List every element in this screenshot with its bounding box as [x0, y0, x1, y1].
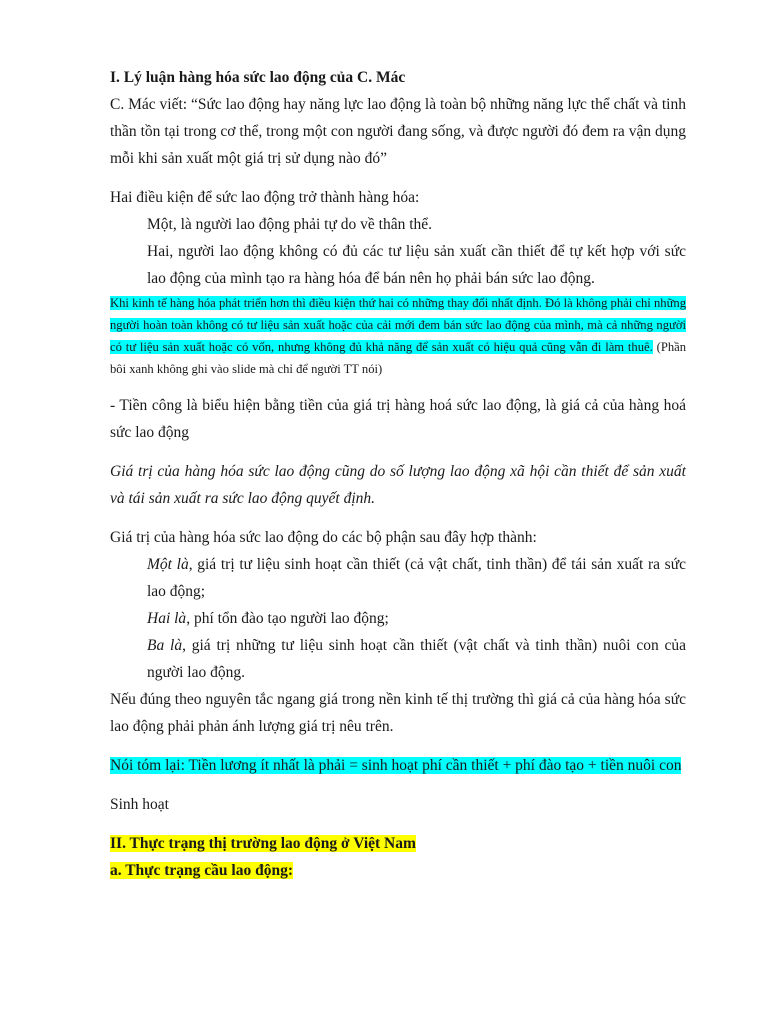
side-note: (Phần bôi xanh không ghi vào slide mà chỉ để người TT nói) — [110, 340, 687, 376]
conditions-intro: Hai điều kiện để sức lao động trở thành hàng hóa: — [110, 189, 420, 206]
section1-heading: I. Lý luận hàng hóa sức lao động của C. Mác — [110, 69, 406, 86]
marx-quote: C. Mác viết: “Sức lao động hay năng lực lao động là toàn bộ những năng lực thể chất và tinh thần tồn tại trong cơ thể, trong một con người đang sống, và được người đó đem ra vận dụng mỗi khi sản xuất một giá trị sử dụng nào đó” — [110, 96, 686, 167]
living-text: Sinh hoạt — [110, 796, 169, 813]
condition-two: Hai, người lao động không có đủ các tư liệu sản xuất cần thiết để tự kết hợp với sức lao động của mình tạo ra hàng hóa để bán nên họ phải bán sức lao động. — [147, 243, 686, 287]
component-text: , phí tổn đào tạo người lao động; — [186, 610, 389, 627]
document-page — [110, 64, 686, 884]
component-item — [110, 632, 686, 686]
yellow-highlight-subheading: a. Thực trạng cầu lao động: — [110, 862, 293, 879]
components-intro: Giá trị của hàng hóa sức lao động do các bộ phận sau đây hợp thành: — [110, 529, 537, 546]
component-lead: Hai là — [147, 610, 187, 627]
cyan-highlight-summary: Nói tóm lại: Tiền lương ít nhất là phải = sinh hoạt phí cần thiết + phí đào tạo + tiền nuôi con — [110, 757, 682, 774]
summary-paragraph — [110, 752, 686, 779]
component-item — [110, 605, 686, 632]
wage-definition: - Tiền công là biểu hiện bằng tiền của giá trị hàng hoá sức lao động, là giá cả của hàng hoá sức lao động — [110, 397, 686, 441]
section2-subheading — [110, 857, 686, 884]
equal-price-paragraph: Nếu đúng theo nguyên tắc ngang giá trong nền kinh tế thị trường thì giá cả của hàng hóa sức lao động phải phản ánh lượng giá trị nêu trên. — [110, 691, 686, 735]
section2-heading — [110, 830, 686, 857]
component-text: , giá trị tư liệu sinh hoạt cần thiết (cả vật chất, tinh thần) để tái sản xuất ra sức lao động; — [147, 556, 686, 600]
component-lead: Một là — [147, 556, 189, 573]
highlight-note-paragraph — [110, 292, 686, 380]
condition-one: Một, là người lao động phải tự do về thân thể. — [147, 216, 433, 233]
yellow-highlight-heading: II. Thực trạng thị trường lao động ở Việt Nam — [110, 835, 416, 852]
component-item — [110, 551, 686, 605]
component-lead: Ba là — [147, 637, 183, 654]
component-text: , giá trị những tư liệu sinh hoạt cần thiết (vật chất và tinh thần) nuôi con của người lao động. — [147, 637, 687, 681]
value-statement: Giá trị của hàng hóa sức lao động cũng do số lượng lao động xã hội cần thiết để sản xuất và tái sản xuất ra sức lao động quyết định. — [110, 463, 686, 507]
cyan-highlight-note: Khi kinh tế hàng hóa phát triển hơn thì điều kiện thứ hai có những thay đổi nhất định. Đó là không phải chỉ những người hoàn toàn không có tư liệu sản xuất hoặc của cải mới đem bán sức lao động của mình, mà cả những người có tư liệu sản xuất hoặc có vốn, nhưng không đủ khả năng để sản xuất có hiệu quả cũng vẫn đi làm thuê. — [110, 296, 686, 354]
